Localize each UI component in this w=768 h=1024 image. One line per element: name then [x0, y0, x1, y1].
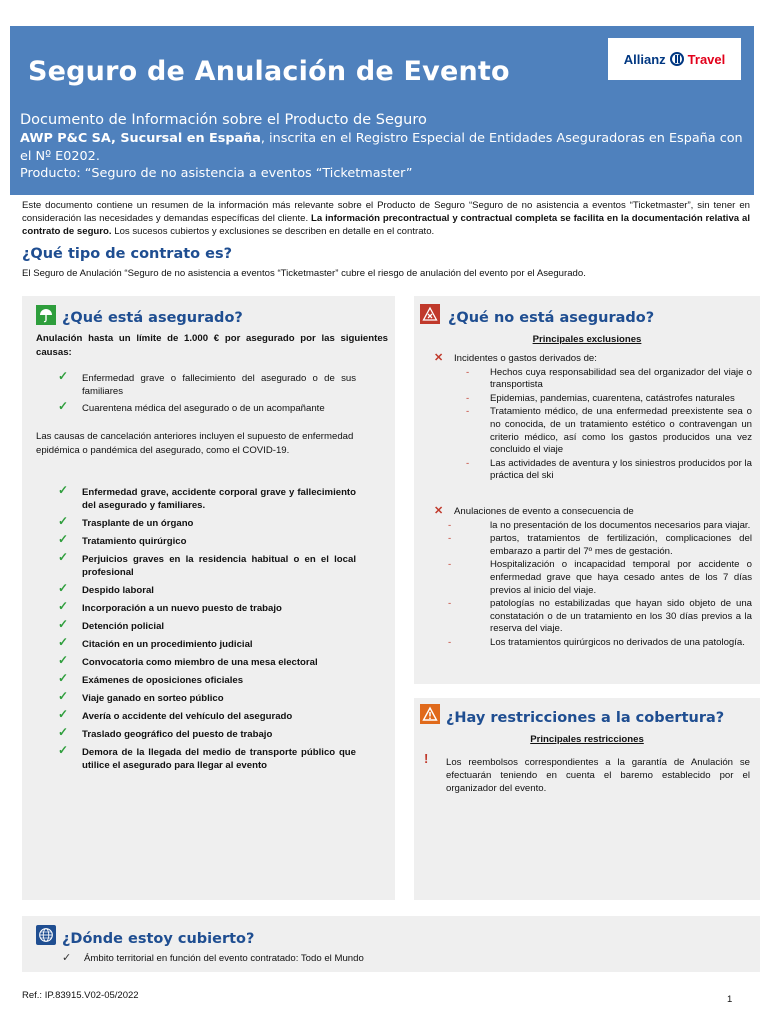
covered-cause-item	[56, 514, 356, 530]
covered-cause-item	[56, 483, 356, 512]
covered-cause-item	[56, 617, 356, 633]
exclusion-item	[434, 598, 752, 636]
dash-bullet: -	[448, 519, 452, 531]
restrictions-subheading: Principales restricciones	[530, 734, 644, 745]
covered-cause-item	[56, 532, 356, 548]
logo-travel-text: Travel	[687, 51, 726, 67]
territory-item	[64, 953, 364, 964]
check-icon: ✓	[58, 635, 69, 649]
exclusion-item-text: Tratamiento médico, de una enfermedad preexistente sea o no conocida, de un tratamiento estético o contravengan un criterio médico, así como los gastos producidos una vez concluido el viaje	[490, 406, 752, 456]
exclusion-item-text: patologías no estabilizadas que hayan sido objeto de una constatación o de un tratamiento en los 30 días previos a la reserva del viaje.	[490, 598, 752, 635]
where-covered-panel	[22, 916, 760, 972]
covered-cause-text: Exámenes de oposiciones oficiales	[82, 675, 244, 686]
warning-cross-icon	[420, 304, 440, 324]
where-covered-heading: ¿Dónde estoy cubierto?	[62, 931, 255, 947]
covered-cause-item	[56, 369, 356, 398]
covered-cause-text: Enfermedad grave o fallecimiento del asegurado o de sus familiares	[82, 373, 356, 397]
covered-cause-item	[56, 635, 356, 651]
company-name: AWP P&C SA, Sucursal en España	[20, 131, 261, 146]
covered-cause-text: Avería o accidente del vehículo del asegurado	[82, 711, 293, 722]
covered-cause-text: Trasplante de un órgano	[82, 518, 194, 529]
document-subtitle: Documento de Información sobre el Producto de Seguro	[20, 112, 427, 128]
dash-bullet: -	[466, 392, 470, 404]
exclusion-item-text: Hospitalización o incapacidad temporal por accidente o enfermedad grave que haya cesado antes de los 7 días previos al inicio del viaje.	[490, 559, 752, 596]
company-info	[20, 130, 748, 166]
exclusion-group-title: Anulaciones de evento a consecuencia de	[454, 506, 634, 517]
dash-bullet: -	[466, 406, 470, 418]
covered-cause-item	[56, 725, 356, 741]
covered-causes-list	[56, 369, 356, 419]
exclusion-item-text: Epidemias, pandemias, cuarentena, catástrofes naturales	[490, 392, 735, 404]
logo-allianz-text: Allianz	[623, 51, 666, 67]
exclusions-subheading: Principales exclusiones	[532, 334, 642, 345]
dash-bullet: -	[448, 598, 452, 610]
dash-bullet: -	[448, 533, 452, 545]
covered-cause-item	[56, 581, 356, 597]
check-icon: ✓	[58, 532, 69, 546]
cross-icon: ✕	[434, 352, 444, 364]
check-icon: ✓	[58, 653, 69, 667]
check-icon: ✓	[58, 581, 69, 595]
covered-cause-text: Cuarentena médica del asegurado o de un acompañante	[82, 403, 325, 414]
covered-cause-text: Perjuicios graves en la residencia habitual o en el local profesional	[82, 554, 356, 578]
dash-bullet: -	[448, 636, 452, 648]
covered-heading: ¿Qué está asegurado?	[62, 310, 243, 326]
globe-icon	[36, 925, 56, 945]
check-icon: ✓	[58, 707, 69, 721]
check-icon: ✓	[58, 599, 69, 613]
exclusion-group-items	[434, 367, 752, 483]
exclusion-item-text: la no presentación de los documentos necesarios para viajar.	[490, 519, 751, 531]
covered-cause-item	[56, 550, 356, 579]
document-title: Seguro de Anulación de Evento	[28, 56, 510, 87]
covered-panel	[22, 296, 395, 900]
exclusion-item-text: Hechos cuya responsabilidad sea del organizador del viaje o transportista	[490, 366, 752, 391]
check-icon: ✓	[58, 369, 69, 383]
page-number: 1	[727, 994, 733, 1005]
check-icon: ✓	[58, 743, 69, 757]
contract-type-heading: ¿Qué tipo de contrato es?	[22, 246, 233, 262]
check-icon: ✓	[58, 617, 69, 631]
exclusion-item-text: Los tratamientos quirúrgicos no derivados de una patología.	[490, 636, 745, 648]
intro-tail-text: Los sucesos cubiertos y exclusiones se describen en detalle en el contrato.	[111, 226, 435, 237]
contract-type-text: El Seguro de Anulación “Seguro de no asistencia a eventos “Ticketmaster” cubre el riesgo de anulación del evento por el Asegurado.	[22, 268, 586, 279]
exclusion-group-title: Incidentes o gastos derivados de:	[454, 353, 597, 364]
check-icon: ✓	[58, 689, 69, 703]
covered-cause-text: Tratamiento quirúrgico	[82, 536, 187, 547]
covered-cause-item	[56, 671, 356, 687]
exclamation-icon: !	[424, 751, 429, 766]
intro-text: Este documento contiene un resumen de la información más relevante sobre el Producto de Seguro “Seguro de no asistencia a eventos “Ticketmaster”, sin tener en consideración las necesidades y demandas específicas del cliente.	[22, 200, 750, 224]
restrictions-panel	[414, 698, 760, 900]
umbrella-icon	[36, 305, 56, 325]
exclusion-item	[434, 367, 752, 392]
covered-cause-text: Despido laboral	[82, 585, 154, 596]
exclusion-item	[434, 559, 752, 597]
pandemic-note: Las causas de cancelación anteriores incluyen el supuesto de enfermedad epidémica o pandémica del asegurado, como el COVID-19.	[36, 431, 354, 456]
warning-icon	[420, 704, 440, 724]
covered-cause-text: Incorporación a un nuevo puesto de trabajo	[82, 603, 282, 614]
covered-cause-text: Traslado geográfico del puesto de trabajo	[82, 729, 273, 740]
covered-cause-item	[56, 399, 356, 415]
exclusion-item-text: Las actividades de aventura y los siniestros producidos por la práctica del ski	[490, 457, 752, 482]
not-covered-panel	[414, 296, 760, 684]
product-name: Producto: “Seguro de no asistencia a eventos “Ticketmaster”	[20, 166, 413, 181]
document-header	[10, 26, 754, 195]
exclusion-item-text: partos, tratamientos de fertilización, complicaciones del embarazo a partir del 7º mes de gestación.	[490, 533, 752, 557]
exclusion-group-cancellations	[434, 506, 752, 650]
covered-cause-text: Citación en un procedimiento judicial	[82, 639, 253, 650]
territory-text: Ámbito territorial en función del evento contratado: Todo el Mundo	[84, 953, 364, 964]
exclusion-item	[434, 458, 752, 483]
covered-extra-causes-list	[56, 483, 356, 777]
company-registration: , inscrita en el Registro Especial de Entidades Aseguradoras en España con el Nº E0202.	[20, 131, 743, 164]
check-icon: ✓	[58, 671, 69, 685]
exclusion-item	[434, 533, 752, 558]
check-icon: ✓	[58, 514, 69, 528]
not-covered-heading: ¿Qué no está asegurado?	[448, 310, 655, 326]
exclusion-item	[434, 637, 752, 650]
dash-bullet: -	[448, 559, 452, 571]
exclusion-group-items	[434, 520, 752, 650]
check-icon: ✓	[58, 399, 69, 413]
check-icon: ✓	[58, 483, 69, 497]
covered-cause-text: Demora de la llegada del medio de transporte público que utilice el asegurado para llegar al evento	[82, 747, 356, 771]
restrictions-text: Los reembolsos correspondientes a la garantía de Anulación se efectuarán teniendo en cuenta el baremo establecido por el organizador del evento.	[446, 757, 750, 794]
dash-bullet: -	[466, 366, 470, 378]
covered-cause-item	[56, 653, 356, 669]
intro-bold-text: La información precontractual y contractual completa se facilita en la documentación relativa al contrato de seguro.	[22, 213, 750, 237]
coverage-limit-text: Anulación hasta un límite de 1.000 € por asegurado por las siguientes causas:	[36, 333, 388, 358]
covered-cause-text: Enfermedad grave, accidente corporal grave y fallecimiento del asegurado y familiares.	[82, 487, 356, 511]
check-icon: ✓	[58, 725, 69, 739]
document-reference: Ref.: IP.83915.V02-05/2022	[22, 990, 139, 1001]
allianz-travel-logo	[608, 38, 741, 80]
covered-cause-text: Detención policial	[82, 621, 165, 632]
exclusion-group-incidents	[434, 353, 752, 483]
covered-cause-item	[56, 743, 356, 772]
allianz-eagle-icon	[670, 52, 684, 66]
covered-cause-item	[56, 707, 356, 723]
check-icon: ✓	[62, 952, 72, 964]
restrictions-heading: ¿Hay restricciones a la cobertura?	[446, 710, 725, 726]
covered-cause-text: Viaje ganado en sorteo público	[82, 693, 224, 704]
intro-paragraph	[22, 199, 750, 238]
covered-cause-text: Convocatoria como miembro de una mesa electoral	[82, 657, 318, 668]
exclusion-item	[434, 520, 752, 533]
exclusion-item	[434, 406, 752, 456]
check-icon: ✓	[58, 550, 69, 564]
covered-cause-item	[56, 599, 356, 615]
exclusion-item	[434, 393, 752, 406]
cross-icon: ✕	[434, 505, 444, 517]
covered-cause-item	[56, 689, 356, 705]
dash-bullet: -	[466, 457, 470, 469]
